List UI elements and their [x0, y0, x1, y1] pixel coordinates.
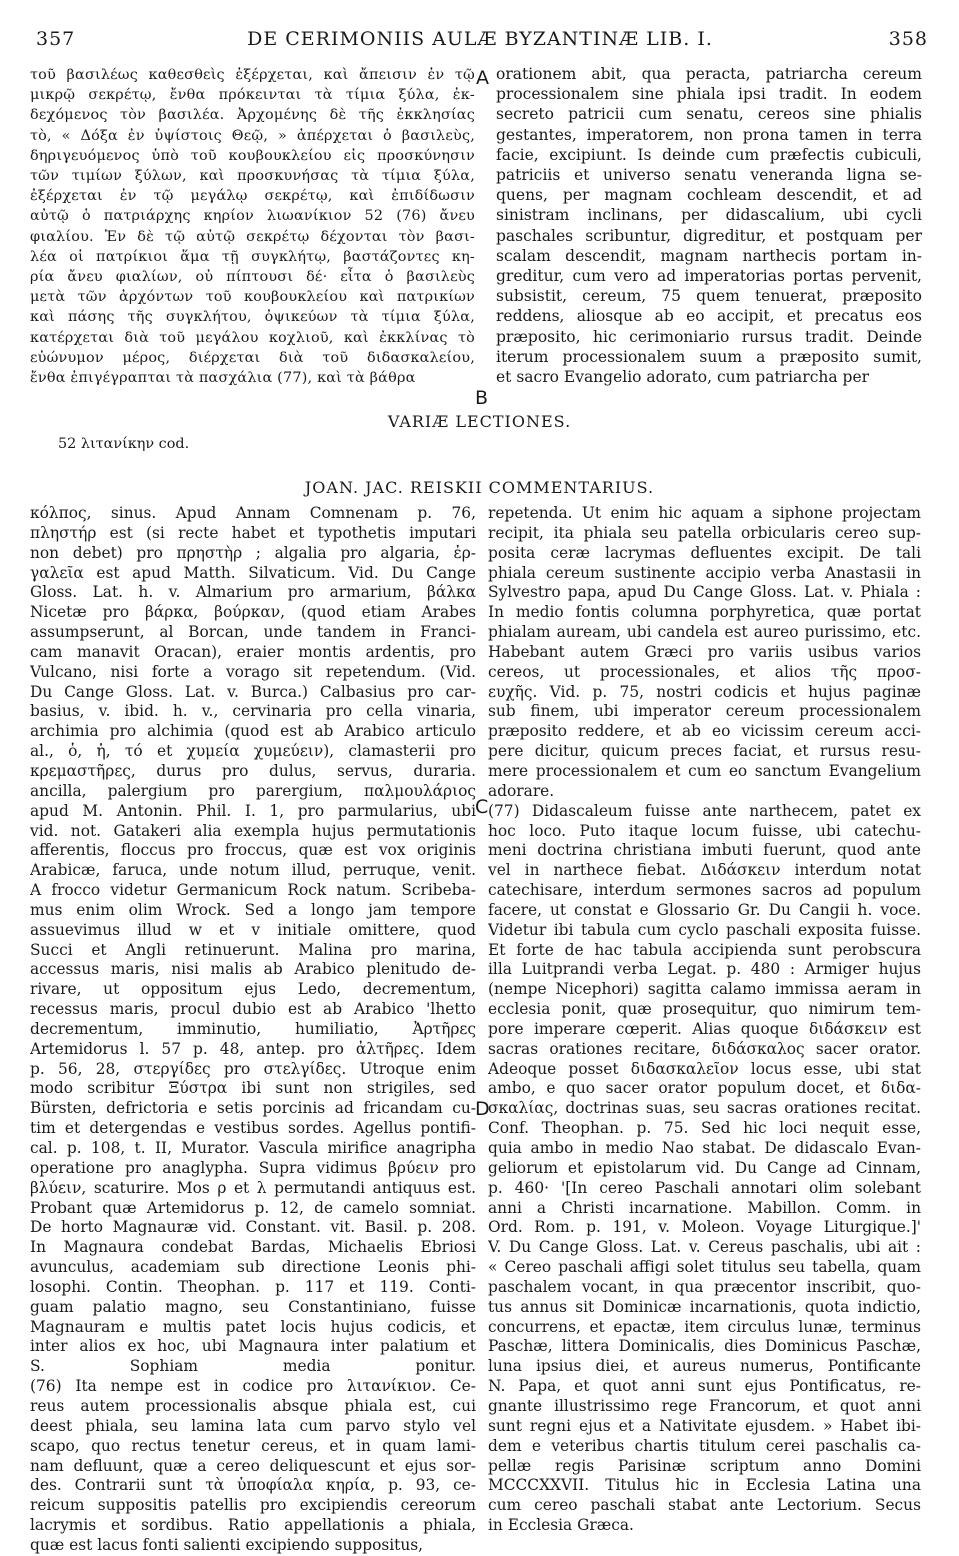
greek-line: μικρῷ σεκρέτῳ, ἔνθα πρόκεινται τὰ τίμια ξύλα, ἐκ-: [30, 87, 475, 104]
latin-line: præposito, hic cerimoniario rursus tradit. Deinde: [496, 327, 922, 346]
commentary-line: accessus maris, nisi malis ab Arabico plenitudo de-: [30, 960, 476, 979]
commentary-line: lacrymis et sordibus. Ratio appellationis a phiala,: [30, 1516, 476, 1535]
margin-marker-b: B: [475, 387, 489, 409]
latin-line: et sacro Evangelio adorato, cum patriarcha per: [496, 368, 870, 387]
commentary-line: decrementum, imminutio, humiliatio, Ἀρτῆρες: [30, 1019, 476, 1038]
commentary-line: inter alios ex hoc, ubi Magnaura inter palatium et: [30, 1337, 476, 1356]
commentary-line: sub finem, ubi imperator cereum processionalem: [488, 702, 921, 721]
page-number-left: 357: [36, 28, 76, 50]
commentary-line: pellæ regis Parisinæ scriptum anno Domini: [488, 1456, 921, 1475]
greek-line: εὐώνυμον μέρος, διέρχεται διὰ τοῦ διδασκαλείου,: [30, 349, 475, 366]
latin-line: paschales scribuntur, digreditur, et postquam per: [496, 226, 922, 245]
commentary-heading: JOAN. JAC. REISKII COMMENTARIUS.: [304, 478, 655, 497]
latin-translation-column: [496, 64, 922, 387]
commentary-line: ambo, e quo sacer orator populum docet, et διδα-: [488, 1079, 921, 1098]
commentary-line: p. 460· '[In cereo Paschali annotari olim solebant: [488, 1178, 921, 1197]
commentary-line: Bürsten, defrictoria e setis porcinis ad fricandam cu-: [30, 1099, 476, 1118]
commentary-line: κρεμαστῆρες, durus pro dulus, servus, duraria.: [30, 761, 476, 780]
latin-line: quens, per magnam cochleam descendit, et ad: [496, 186, 922, 205]
commentary-line: afferentis, floccus pro froccus, quæ est vox originis: [30, 841, 476, 860]
commentary-line: assumpserunt, al Borcan, unde tandem in Franci-: [30, 623, 476, 642]
commentary-line: (76) Ita nempe est in codice pro λιτανίκιον. Ce-: [30, 1377, 476, 1396]
greek-line: μετὰ τῶν ἀρχόντων τοῦ κουβουκλείου καὶ πατρικίων: [30, 289, 475, 306]
commentary-line: repetenda. Ut enim hic aquam a siphone projectam: [488, 504, 921, 522]
commentary-line: In Magnaura condebat Bardas, Michaelis Ebriosi: [30, 1238, 476, 1257]
commentary-line: πληστήρ est (si recte habet et typothetis imputari: [30, 523, 476, 542]
commentary-line: rivare, ut oppositum ejus Ledo, decrementum,: [30, 980, 476, 999]
commentary-line: sunt regni ejus et a Nativitate ejusdem. » Habet ibi-: [488, 1416, 921, 1435]
greek-line: κατέρχεται διὰ τοῦ μεγάλου κοχλιοῦ, καὶ ἐκκλίνας τὸ: [30, 329, 475, 346]
commentary-line: Et forte de hac tabula accipienda sunt perobscura: [488, 940, 921, 959]
commentary-line: p. 56, 28, στεργίδες pro στελγίδες. Utroque enim: [30, 1059, 476, 1078]
greek-line: καὶ πάσης τῆς συγκλήτου, ὀψικεύων τὰ τίμια ξύλα,: [30, 309, 475, 326]
commentary-line: Succi et Angli retinuerunt. Malina pro marina,: [30, 940, 476, 959]
commentary-line: præposito reddere, et ab eo vicissim cereum acci-: [488, 722, 921, 741]
greek-line: δηριγευόμενος ὑπὸ τοῦ κουβουκλείου εἰς προσκύνησιν: [30, 147, 475, 164]
commentary-line: V. Du Cange Gloss. Lat. v. Cereus paschalis, ubi ait :: [488, 1238, 921, 1257]
commentary-line: reus autem processionalis absque phiala est, cui: [30, 1396, 476, 1415]
commentary-line: Du Cange Gloss. Lat. v. Burca.) Calbasius pro car-: [30, 682, 476, 701]
commentary-line: scapo, quo rectus tenetur cereus, et in quam lami-: [30, 1436, 476, 1455]
commentary-line: anni a Christi incarnatione. Mabillon. Comm. in: [488, 1198, 921, 1217]
commentary-line: mere processionalem et cum eo sanctum Evangelium: [488, 761, 921, 780]
latin-line: greditur, cum vero ad imperatorias portas pervenit,: [496, 267, 922, 286]
commentary-line: concurrens, et epactæ, item circulus lunæ, terminus: [488, 1317, 921, 1336]
commentary-line: γαλεῖα est apud Matth. Silvaticum. Vid. Du Cange: [30, 563, 476, 582]
commentary-line: Sylvestro papa, apud Du Cange Gloss. Lat. v. Phiala :: [488, 583, 921, 602]
commentary-line: (nempe Nicephori) sagitta calamo immissa aeram in: [488, 980, 921, 999]
commentary-line: vel in narthece fiebat. Διδάσκειν interdum notat: [488, 861, 921, 880]
commentary-line: ευχῆς. Vid. p. 75, nostri codicis et hujus paginæ: [488, 682, 921, 701]
commentary-line: operatione pro anaglypha. Supra vidimus βρύειν pro: [30, 1158, 476, 1177]
commentary-line: losophi. Contin. Theophan. p. 117 et 119. Conti-: [30, 1277, 476, 1296]
greek-line: δεχόμενος τὸν βασιλέα. Ἀρχομένης δὲ τῆς ἐκκλησίας: [30, 107, 475, 124]
commentary-line: facere, ut constat e Glossario Gr. Du Cangii h. voce.: [488, 900, 921, 919]
commentary-line: sacras orationes recitare, διδάσκαλος sacer orator.: [488, 1039, 921, 1058]
latin-line: scalam descendit, magnam narthecis portam in-: [496, 246, 922, 265]
commentary-line: mus enim olim Wrock. Sed a longo jam tempore: [30, 900, 476, 919]
commentary-line: Artemidorus l. 57 p. 48, antep. pro ἀλτῆρες. Idem: [30, 1039, 476, 1058]
commentary-line: avunculus, academiam sub directione Leonis phi-: [30, 1258, 476, 1277]
greek-line: αὐτῷ ὁ πατριάρχης κηρίον λιωανίκιον 52 (76) ἄνευ: [30, 208, 475, 225]
greek-text-column: [30, 65, 475, 388]
commentary-line: Habebant autem Græci pro variis usibus varios: [488, 642, 921, 661]
commentary-line: κόλπος, sinus. Apud Annam Comnenam p. 76,: [30, 504, 476, 522]
margin-marker-d: D: [475, 1098, 490, 1120]
variae-lectiones-heading: VARIÆ LECTIONES.: [387, 412, 572, 431]
commentary-line: nam defluunt, quæ a cereo deliquescunt et ejus sor-: [30, 1456, 476, 1475]
commentary-line: tim et detergendas e vestibus sordes. Agellus pontifi-: [30, 1119, 476, 1138]
commentary-line: quæ est lacus fonti salienti excipiendo suppositus,: [30, 1535, 424, 1554]
commentary-line: tus annus sit Dominicæ incarnationis, quota indictio,: [488, 1297, 921, 1316]
greek-line: ἐξέρχεται ἐν τῷ μεγάλῳ σεκρέτῳ, καὶ ἐπιδίδωσιν: [30, 188, 475, 205]
commentary-line: recipit, ita phiala seu patella orbicularis cereo sup-: [488, 523, 921, 542]
commentary-line: meni doctrina christiana imbuti fuerunt, quod ante: [488, 841, 921, 860]
commentary-line: « Cereo paschali affigi solet titulus seu tabella, quam: [488, 1258, 921, 1277]
commentary-line: N. Papa, et quot anni sunt ejus Pontificatus, re-: [488, 1377, 921, 1396]
commentary-right-column: [488, 504, 921, 1536]
commentary-line: paschalem vocant, in qua præcentor inscribit, quo-: [488, 1277, 921, 1296]
commentary-line: illa Luitprandi verba Legat. p. 480 : Armiger hujus: [488, 960, 921, 979]
running-header: [30, 28, 930, 54]
running-title: DE CERIMONIIS AULÆ BYZANTINÆ LIB. I.: [247, 28, 713, 50]
commentary-line: cam manavit Oracan), eraier montis ardentis, pro: [30, 642, 476, 661]
commentary-line: recessus maris, procul dubio est ab Arabico 'lhetto: [30, 1000, 476, 1019]
commentary-line: De horto Magnauræ vid. Constant. vit. Basil. p. 208.: [30, 1218, 476, 1237]
commentary-line: Arabicæ, faruca, unde notum illud, perruque, venit.: [30, 861, 476, 880]
greek-line: ρία ἄνευ φιαλίων, οὐ πίπτουσι δέ· εἶτα ὁ βασιλεὺς: [30, 269, 475, 286]
margin-marker-c: C: [475, 796, 489, 818]
greek-line: τοῦ βασιλέως καθεσθεὶς ἐξέρχεται, καὶ ἄπεισιν ἐν τῷ: [30, 67, 475, 83]
greek-line: τὸ, « Δόξα ἐν ὑψίστοις Θεῷ, » ἀπέρχεται ὁ βασιλεὺς,: [30, 127, 475, 144]
latin-line: reddens, aliosque ab eo accipit, et precatus eos: [496, 307, 922, 326]
commentary-line: luna ipsius diei, et aureus numerus, Pontificante: [488, 1357, 921, 1376]
commentary-line: Paschæ, littera Dominicalis, dies Dominicus Paschæ,: [488, 1337, 921, 1356]
commentary-line: ancilla, palergium pro parergium, παλμουλάριος: [30, 781, 476, 800]
commentary-line: Nicetæ pro βάρκα, βούρκαν, (quod etiam Arabes: [30, 603, 476, 622]
commentary-line: reicum suppositis patellis pro excipiendis cereorum: [30, 1496, 476, 1515]
commentary-line: σκαλίας, doctrinas suas, seu sacras orationes recitat.: [488, 1099, 921, 1118]
commentary-line: cal. p. 108, t. II, Murator. Vascula mirifice anagripha: [30, 1139, 476, 1157]
commentary-line: Ord. Rom. p. 191, v. Moleon. Voyage Liturgique.]': [488, 1218, 921, 1237]
commentary-line: Vulcano, nisi forte a vorago sit repetendum. (Vid.: [30, 662, 476, 681]
commentary-line: S. Sophiam media ponitur.: [30, 1357, 476, 1376]
latin-line: patriciis et universo senatu veneranda ligna se-: [496, 166, 922, 185]
latin-line: facie, excipiunt. Is deinde cum præfectis cubiculi,: [496, 145, 922, 164]
commentary-line: archimia pro alchimia (quod est ab Arabico articulo: [30, 722, 476, 741]
greek-line: φιαλίου. Ἐν δὲ τῷ αὐτῷ σεκρέτῳ δέχονται τὸν βασι-: [30, 228, 475, 245]
commentary-line: apud M. Antonin. Phil. I. 1, pro parmularius, ubi: [30, 801, 476, 820]
commentary-left-column: [30, 504, 476, 1556]
commentary-line: Conf. Theophan. p. 75. Sed hic loci nequit esse,: [488, 1119, 921, 1138]
commentary-line: Probant quæ Artemidorus p. 12, de camelo somniat.: [30, 1198, 476, 1217]
commentary-line: Magnauram e multis patet locis hujus codicis, et: [30, 1317, 476, 1336]
commentary-line: assuevimus illud w et v initiale omittere, quod: [30, 920, 476, 939]
latin-line: secreto patricii cum senatu, cereos sine phialis: [496, 105, 922, 124]
margin-marker-a: A: [476, 67, 489, 89]
commentary-line: phialam auream, ubi candela est aureo purissimo, etc.: [488, 623, 921, 642]
commentary-line: al., ὁ, ἡ, τό et χυμεία χυμεύειν), clamasterii pro: [30, 742, 476, 761]
commentary-line: dem e veteribus chartis titulum cerei paschalis ca-: [488, 1436, 921, 1455]
commentary-line: non debet) pro πρηστὴρ ; algalia pro algaria, ἐρ-: [30, 543, 476, 562]
latin-line: iterum processionalem suum a præposito sumit,: [496, 347, 922, 366]
variant-reading-footnote: 52 λιτανίκην cod.: [58, 436, 190, 452]
commentary-line: βλύειν, scaturire. Mos ρ et λ permutandi antiquus est.: [30, 1178, 476, 1197]
commentary-line: hoc loco. Puto itaque locum fuisse, ubi catechu-: [488, 821, 921, 840]
commentary-line: geliorum et epistolarum vid. Du Cange ad Cinnam,: [488, 1158, 921, 1177]
commentary-line: posita ceræ lacrymas defluentes excipit. De tali: [488, 543, 921, 562]
commentary-line: adorare.: [488, 781, 555, 800]
commentary-line: Gloss. Lat. h. v. Almarium pro armarium, βάλκα: [30, 583, 476, 602]
greek-line: τῶν τιμίων ξύλων, καὶ προσκυνήσας τὰ τίμια ξύλα,: [30, 168, 475, 185]
commentary-line: modo scribitur Ξύστρα ibi sunt non strigiles, sed: [30, 1079, 476, 1098]
commentary-line: A frocco videtur Germanicum Rock natum. Scribeba-: [30, 881, 476, 900]
commentary-line: cum cereo paschali stabat ante Lectorium. Secus: [488, 1496, 921, 1515]
greek-line: λέα οἱ πατρίκιοι ἅμα τῇ συγκλήτῳ, βαστάζοντες κη-: [30, 248, 475, 265]
commentary-line: quia ambo in medio Nao stabat. De didascalo Evan-: [488, 1139, 921, 1157]
commentary-line: phiala cereum sustinente accipio verba Anastasii in: [488, 563, 921, 582]
commentary-line: Videtur ibi tabula cum cyclo paschali exposita fuisse.: [488, 920, 921, 939]
latin-line: orationem abit, qua peracta, patriarcha cereum: [496, 65, 922, 83]
commentary-line: basius, v. ibid. h. v., cervinaria pro cella vinaria,: [30, 702, 476, 721]
latin-line: subsistit, cereum, 75 quem tenuerat, præposito: [496, 287, 922, 306]
commentary-line: catechisare, interdum sermones sacros ad populum: [488, 881, 921, 900]
commentary-line: In medio fontis columna porphyretica, quæ portat: [488, 603, 921, 622]
page-number-right: 358: [888, 28, 928, 50]
commentary-line: MCCCXXVII. Titulus hic in Ecclesia Latina una: [488, 1476, 921, 1495]
latin-line: sinistram inclinans, per didascalium, ubi cycli: [496, 206, 922, 225]
commentary-line: pore imperare cœperit. Alias quoque διδάσκειν est: [488, 1019, 921, 1038]
commentary-line: ecclesia ponit, quæ prosequitur, quo nimirum tem-: [488, 1000, 921, 1019]
commentary-line: des. Contrarii sunt τὰ ὑποφίαλα κηρία, p. 93, ce-: [30, 1476, 476, 1495]
latin-line: gestantes, imperatorem, non prona tamen in terra: [496, 125, 922, 144]
commentary-line: Adeoque posset διδασκαλεῖον locus esse, ubi stat: [488, 1059, 921, 1078]
commentary-line: guam palatio magno, seu Constantiniano, fuisse: [30, 1297, 476, 1316]
greek-line: ἔνθα ἐπιγέγραπται τὰ πασχάλια (77), καὶ τὰ βάθρα: [30, 370, 416, 387]
commentary-line: deest phiala, seu lamina lata cum parvo stylo vel: [30, 1416, 476, 1435]
commentary-line: vid. not. Gatakeri alia exempla hujus permutationis: [30, 821, 476, 840]
commentary-line: pere dicitur, quicum preces faciat, et rursus resu-: [488, 742, 921, 761]
latin-line: processionalem sine phiala ipsi tradit. In eodem: [496, 85, 922, 104]
commentary-line: (77) Didascaleum fuisse ante narthecem, patet ex: [488, 801, 921, 820]
commentary-line: cereos, ut processionales, et alios τῆς προσ-: [488, 662, 921, 681]
commentary-line: gnante illustrissimo rege Francorum, et quot anni: [488, 1396, 921, 1415]
commentary-line: in Ecclesia Græca.: [488, 1516, 634, 1535]
